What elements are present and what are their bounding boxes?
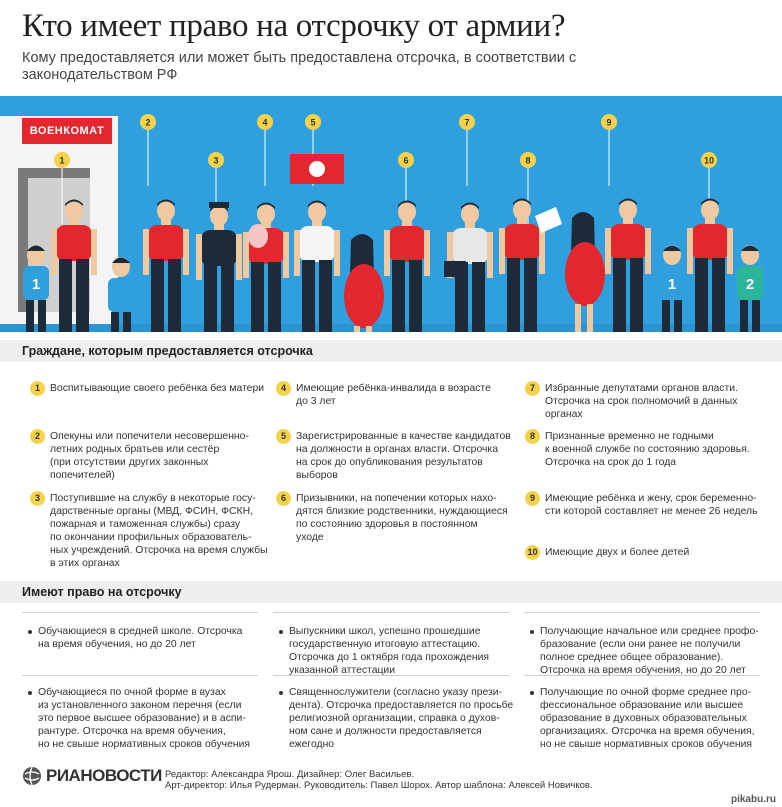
child-10b-number: 2	[745, 276, 755, 293]
person-1-arm-left	[51, 229, 57, 275]
marker-number: 1	[59, 155, 65, 166]
person-3-arm-left	[196, 234, 202, 280]
section2-header-bar	[0, 581, 782, 603]
child-10b-leg-right	[752, 300, 760, 332]
person-10-leg-right	[712, 258, 725, 332]
person-4-leg-right	[268, 262, 281, 332]
person-3-torso	[201, 230, 237, 266]
ria-globe-icon	[22, 766, 42, 786]
woman-6-leg-left	[354, 326, 360, 332]
bullet-icon	[530, 630, 534, 634]
page-title: Кто имеет право на отсрочку от армии?	[22, 8, 566, 44]
separator	[524, 612, 760, 613]
child-2b-leg-left	[111, 312, 119, 332]
child-1-leg-left	[26, 300, 34, 332]
bullet-icon	[279, 691, 283, 695]
marker-number: 2	[145, 117, 151, 128]
right-to-deferral-item-text: Выпускники школ, успешно прошедшие государственную итоговую аттестацию. Отсрочка до 1 октября года прохождения указанной аттестации	[289, 626, 490, 676]
deferral-item-text: Воспитывающие своего ребёнка без матери	[50, 383, 265, 394]
item-number-badge: 2	[30, 429, 45, 444]
person-8-head	[513, 200, 531, 220]
item-number-badge: 3	[30, 491, 45, 506]
person-10-head	[701, 200, 719, 220]
person-3-leg-left	[204, 264, 217, 332]
person-8-arm-left	[499, 228, 505, 274]
woman-9-leg-right	[587, 304, 593, 332]
marker-number: 3	[213, 155, 219, 166]
briefcase-icon	[444, 261, 466, 277]
child-10b-leg-left	[740, 300, 748, 332]
person-2-leg-left	[151, 259, 164, 332]
person-1-torso	[56, 225, 92, 261]
section1-title: Граждане, которым предоставляется отсрочка	[22, 344, 313, 358]
section2-title: Имеют право на отсрочку	[22, 585, 182, 599]
child-2b-torso	[108, 278, 134, 312]
ria-logo-text: РИАНОВОСТИ	[46, 766, 162, 785]
woman-6-dress	[344, 264, 384, 328]
deferral-item-text: Зарегистрированные в качестве кандидатов на должности в органах власти. Отсрочка на срок до опубликования результатов выборов	[296, 431, 511, 481]
person-3-head	[210, 206, 228, 226]
watermark: pikabu.ru	[730, 794, 776, 805]
person-2-arm-left	[143, 229, 149, 275]
deferral-item-text: Поступившие на службу в некоторые госу- дарственные органы (МВД, ФСИН, ФСКН, пожарная и таможенная службы) сразу по окончании профильных образователь- ных учреждений. Отсрочка на время службы в этих органах	[50, 493, 268, 569]
person-6-arm-left	[384, 230, 390, 276]
item-number-badge: 9	[525, 491, 540, 506]
right-to-deferral-item-text: Обучающиеся в средней школе. Отсрочка на время обучения, но до 20 лет	[38, 626, 243, 650]
person-5-leg-left	[302, 260, 315, 332]
deferral-item-text: Имеющие ребёнка и жену, срок беременно- сти которой составляет не менее 26 недель	[545, 493, 758, 517]
child-10a-number: 1	[667, 276, 677, 293]
person-6-torso	[389, 226, 425, 262]
person-5-torso	[299, 226, 335, 262]
woman-9-leg-left	[575, 304, 581, 332]
item-number-badge: 4	[276, 381, 291, 396]
person-8-leg-right	[524, 258, 537, 332]
person-6-head	[398, 202, 416, 222]
person-5-head	[308, 202, 326, 222]
right-to-deferral-item-text: Священнослужители (согласно указу прези- дента). Отсрочка предоставляется по просьбе религиозной организации, справка о духов- ном сане и должности предоставляется ежегодно	[289, 687, 514, 750]
person-8-torso	[504, 224, 540, 260]
person-8-leg-left	[507, 258, 520, 332]
marker-number: 4	[262, 117, 268, 128]
deferral-item-text: Избранные депутатами органов власти. Отсрочка на срок полномочий в данных органах	[545, 383, 738, 420]
person-9-torso	[610, 224, 646, 260]
person-8-arm-right	[539, 228, 545, 274]
people-queue	[0, 96, 782, 332]
person-10-torso	[692, 224, 728, 260]
person-7-arm-right	[487, 232, 493, 278]
deferral-item-text: Имеющие ребёнка-инвалида в возрасте до 3 лет	[296, 383, 491, 407]
person-10-arm-left	[687, 228, 693, 274]
marker-number: 10	[703, 155, 715, 166]
ria-logo	[22, 766, 162, 786]
person-4-arm-left	[243, 232, 249, 278]
separator	[22, 675, 258, 676]
item-number-badge: 7	[525, 381, 540, 396]
item-number-badge: 10	[525, 545, 540, 560]
right-to-deferral-item-text: Получающие по очной форме среднее про- фессиональное образование или высшее образование в духовных образовательных организациях. Отсрочка на время обучения, но не свыше нормативных сроков обучения	[540, 687, 755, 750]
person-7-leg-right	[472, 262, 485, 332]
marker-number: 9	[606, 117, 612, 128]
person-5-arm-right	[334, 230, 340, 276]
person-7-head	[461, 204, 479, 224]
child-10a-leg-right	[674, 300, 682, 332]
person-9-leg-right	[630, 258, 643, 332]
woman-6-leg-right	[366, 326, 372, 332]
person-9-head	[619, 200, 637, 220]
child-10b-hair	[741, 246, 759, 252]
banner-speech-icon	[309, 161, 325, 177]
person-7-torso	[452, 228, 488, 264]
deferral-item-text: Признанные временно не годными к военной службе по состоянию здоровья. Отсрочка на срок до 1 года	[545, 431, 750, 468]
military-office-sign: ВОЕНКОМАТ	[22, 118, 112, 144]
marker-number: 7	[464, 117, 470, 128]
person-6-arm-right	[424, 230, 430, 276]
person-1-leg-right	[76, 259, 89, 332]
separator	[22, 612, 258, 613]
person-6-leg-left	[392, 260, 405, 332]
child-2b-hair	[112, 258, 130, 264]
separator	[273, 675, 509, 676]
illustration-scene	[0, 96, 782, 332]
person-3-cap	[209, 202, 229, 208]
item-number-badge: 8	[525, 429, 540, 444]
person-5-arm-left	[294, 230, 300, 276]
person-4-head	[257, 204, 275, 224]
child-10a-hair	[663, 246, 681, 252]
person-10-arm-right	[727, 228, 733, 274]
child-1-hair	[27, 246, 45, 252]
person-1-leg-left	[59, 259, 72, 332]
person-10-leg-left	[695, 258, 708, 332]
person-2-arm-right	[183, 229, 189, 275]
item-number-badge: 5	[276, 429, 291, 444]
person-1-head	[65, 201, 83, 221]
right-to-deferral-item-text: Получающие начальное или среднее профо- бразование (если они ранее не получили полное среднее общее образование). Отсрочка на время обучения, но до 20 лет	[540, 626, 759, 676]
person-4-arm-right	[283, 232, 289, 278]
person-3-leg-right	[221, 264, 234, 332]
right-to-deferral-item-text: Обучающиеся по очной форме в вузах из установленного законом перечня (если это первое высшее образование) и в аспи- рантуре. Отсрочка на время обучения, но не свыше нормативных сроков обучения	[38, 687, 251, 750]
child-2b-leg-right	[123, 312, 131, 332]
child-1-leg-right	[38, 300, 46, 332]
person-2-head	[157, 201, 175, 221]
section1-header-bar	[0, 340, 782, 362]
bullet-icon	[28, 630, 32, 634]
baby	[248, 224, 268, 248]
deferral-item-text: Опекуны или попечители несовершенно- летних родных братьев или сестёр (при отсутствии других законных попечителей)	[50, 431, 249, 481]
marker-number: 6	[403, 155, 409, 166]
bullet-icon	[530, 691, 534, 695]
separator	[524, 675, 760, 676]
person-9-arm-right	[645, 228, 651, 274]
person-1-arm-right	[91, 229, 97, 275]
person-2-leg-right	[168, 259, 181, 332]
deferral-item-text: Призывники, на попечении которых нахо- дятся близкие родственники, нуждающиеся по состоянию здоровья в постоянном уходе	[296, 493, 508, 543]
deferral-item-text: Имеющие двух и более детей	[545, 547, 690, 558]
woman-9-dress	[565, 242, 605, 306]
item-number-badge: 6	[276, 491, 291, 506]
bullet-icon	[279, 630, 283, 634]
credits: Редактор: Александра Ярош. Дизайнер: Олег Васильев. Арт-директор: Илья Рудерман. Руководитель: Павел Шорох. Автор шаблона: Алексей Новичков.	[165, 769, 593, 791]
person-3-arm-right	[236, 234, 242, 280]
person-9-leg-left	[613, 258, 626, 332]
child-1-number: 1	[31, 276, 41, 293]
bullet-icon	[28, 691, 32, 695]
person-4-leg-left	[251, 262, 264, 332]
marker-number: 5	[310, 117, 316, 128]
item-number-badge: 1	[30, 381, 45, 396]
child-10a-leg-left	[662, 300, 670, 332]
person-6-leg-right	[409, 260, 422, 332]
page-subtitle: Кому предоставляется или может быть предоставлена отсрочка, в соответствии с законодательством РФ	[22, 50, 577, 83]
marker-number: 8	[525, 155, 531, 166]
person-5-leg-right	[319, 260, 332, 332]
separator	[273, 612, 509, 613]
person-2-torso	[148, 225, 184, 261]
person-9-arm-left	[605, 228, 611, 274]
